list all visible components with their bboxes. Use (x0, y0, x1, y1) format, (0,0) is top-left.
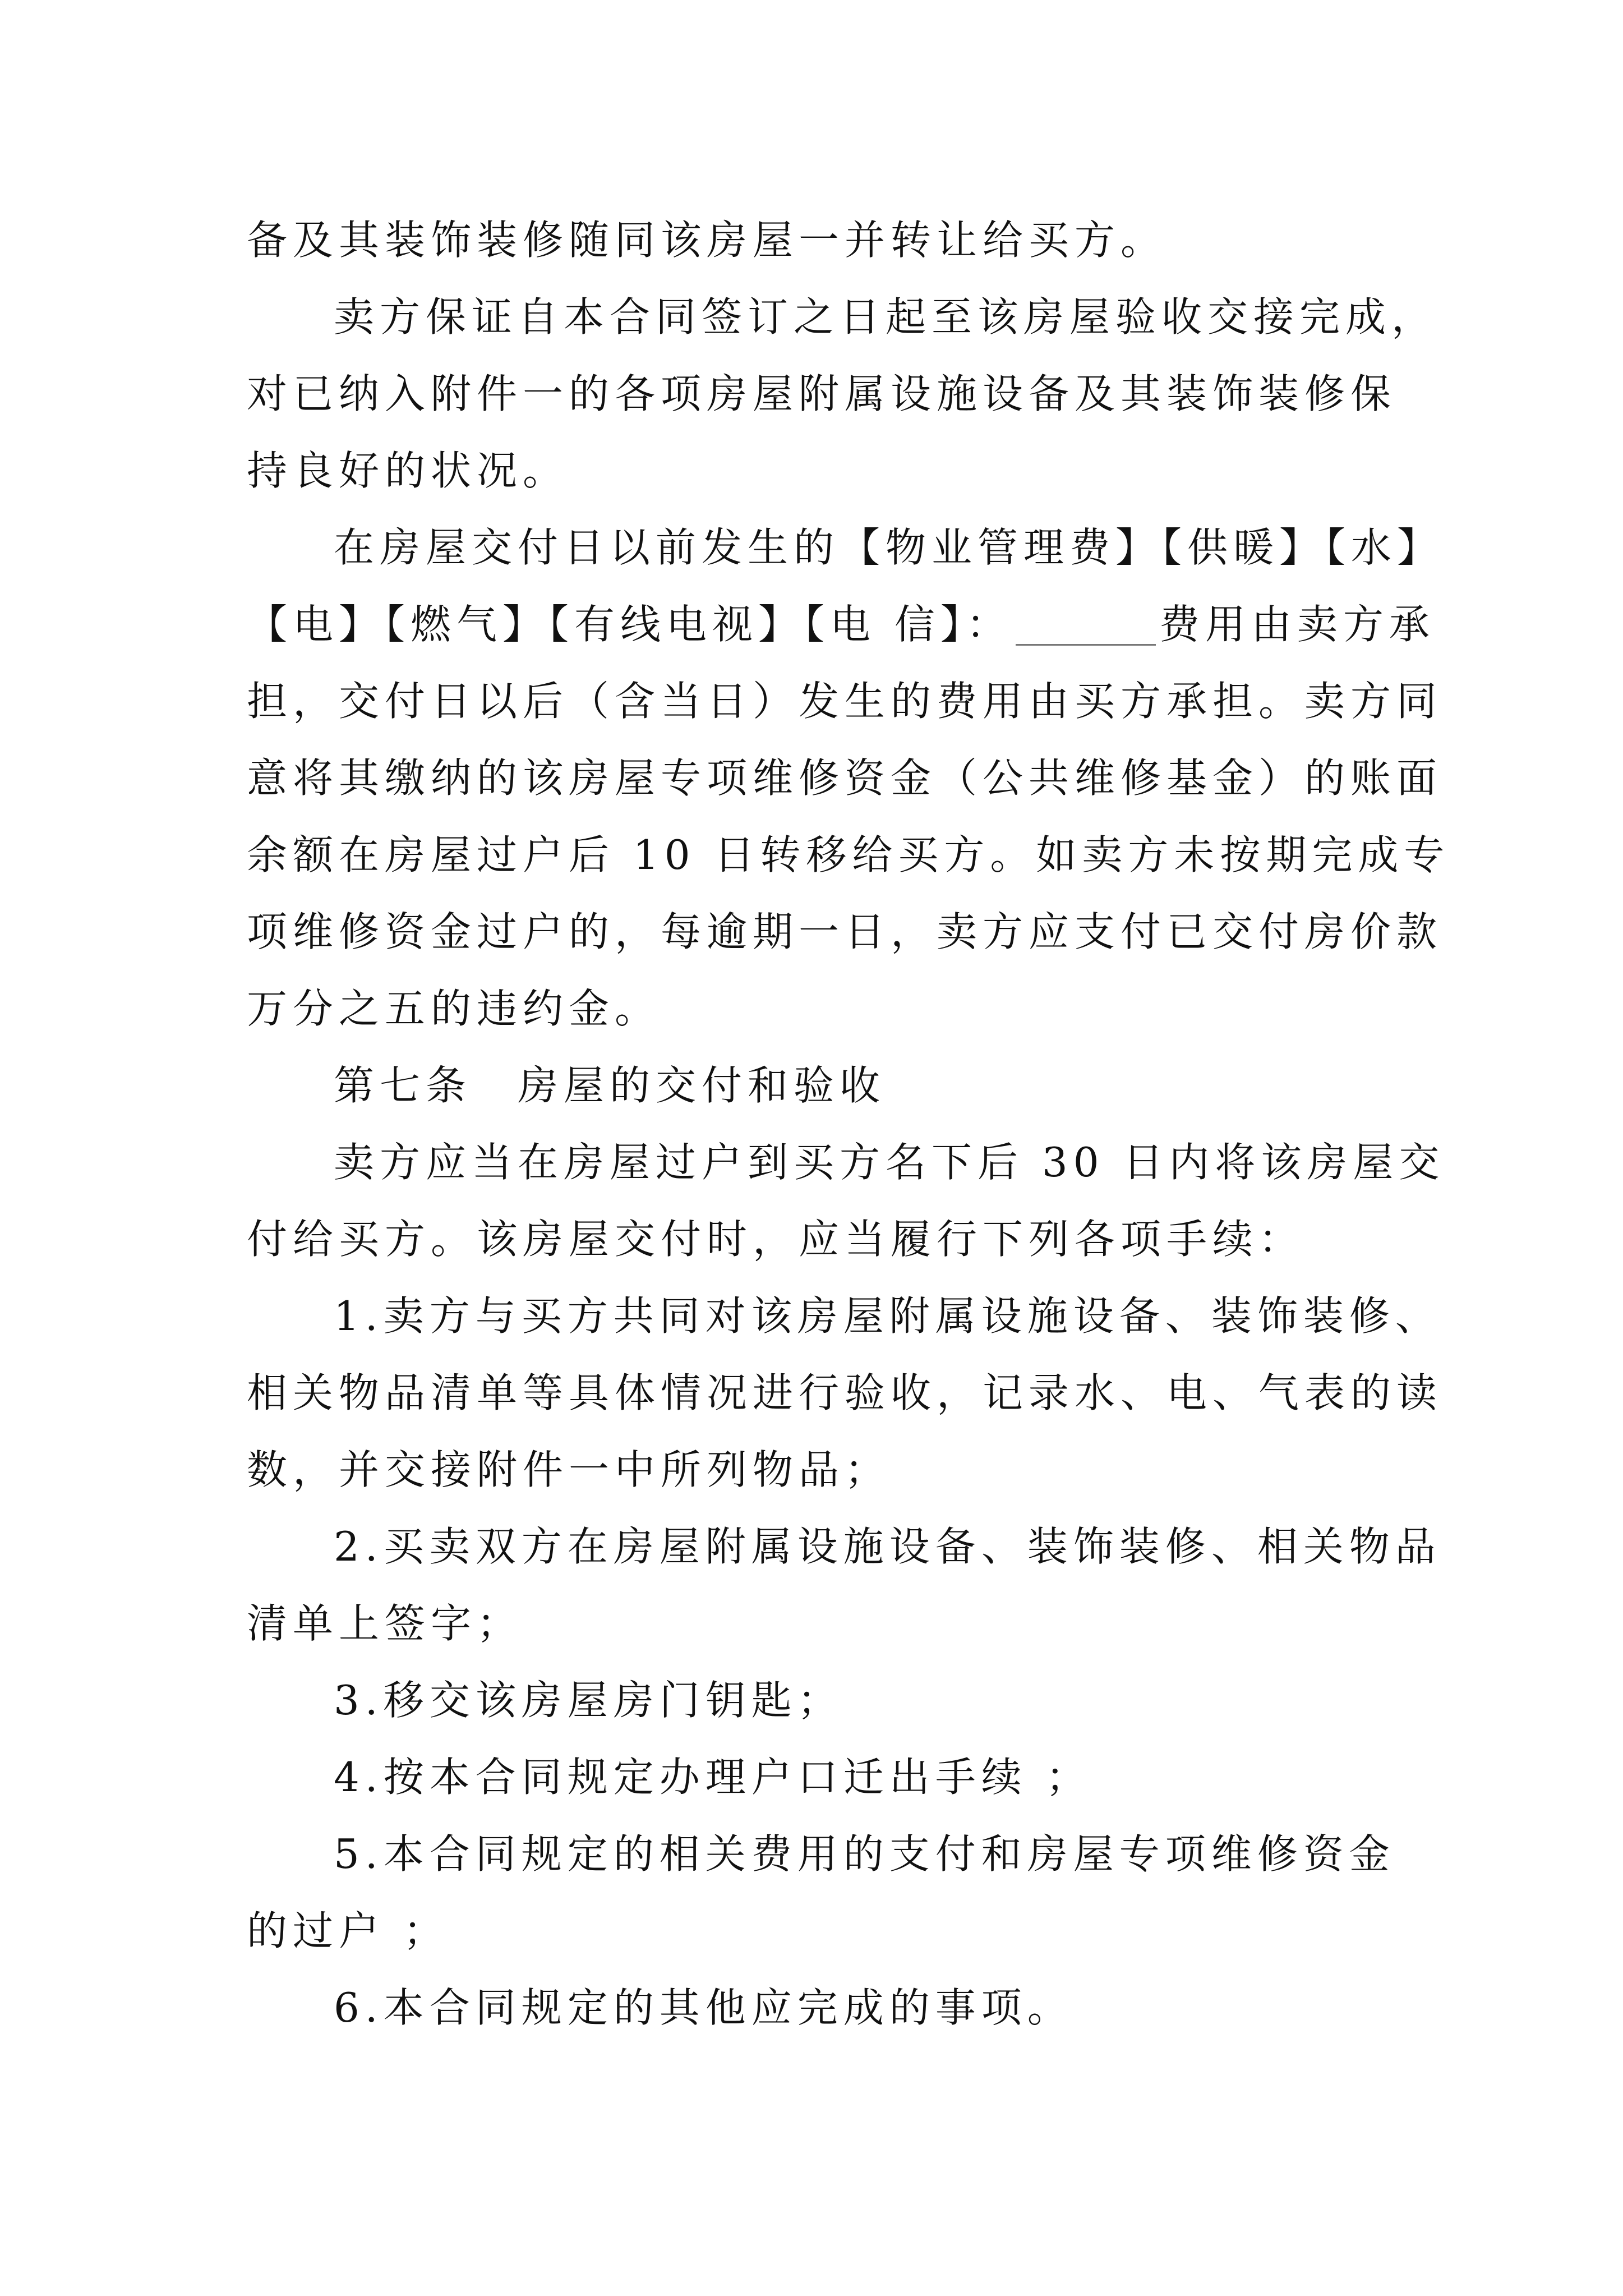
article-heading: 第七条 房屋的交付和验收 (334, 1062, 886, 1109)
text-line: 项维修资金过户的，每逾期一日，卖方应支付已交付房价款 (247, 908, 1443, 955)
text-line-with-blank (247, 586, 1435, 663)
text-line: 清单上签字； (247, 1600, 523, 1647)
text-line: 余额在房屋过户后 10 日转移给买方。如卖方未按期完成专 (247, 831, 1450, 878)
text-line: 对已纳入附件一的各项房屋附属设施设备及其装饰装修保 (247, 370, 1397, 417)
text-line: 持良好的状况。 (247, 447, 569, 494)
text-segment: 费用由卖方承 (1159, 601, 1435, 648)
text-segment: 【电】【燃气】【有线电视】【电 信】： (247, 601, 1012, 648)
text-line: 意将其缴纳的该房屋专项维修资金（公共维修基金）的账面 (247, 754, 1443, 802)
text-line: 担，交付日以后（含当日）发生的费用由买方承担。卖方同 (247, 678, 1443, 725)
text-line: 在房屋交付日以前发生的【物业管理费】【供暖】【水】 (334, 524, 1444, 571)
list-item: 5.本合同规定的相关费用的支付和房屋专项维修资金 (334, 1830, 1395, 1878)
contract-body (247, 202, 1450, 2046)
text-line: 付给买方。该房屋交付时，应当履行下列各项手续： (247, 1216, 1305, 1263)
fill-in-blank (1016, 610, 1156, 646)
text-line: 的过户 ； (247, 1907, 449, 1954)
text-line: 备及其装饰装修随同该房屋一并转让给买方。 (247, 217, 1167, 264)
list-item: 4.按本合同规定办理户口迁出手续 ； (334, 1754, 1092, 1801)
list-item: 6.本合同规定的其他应完成的事项。 (334, 1984, 1073, 2031)
text-line: 卖方保证自本合同签订之日起至该房屋验收交接完成， (334, 293, 1438, 341)
text-line: 数，并交接附件一中所列物品； (247, 1446, 891, 1493)
list-item: 1.卖方与买方共同对该房屋附属设施设备、装饰装修、 (334, 1292, 1441, 1340)
text-line: 相关物品清单等具体情况进行验收，记录水、电、气表的读 (247, 1369, 1443, 1416)
list-item: 3.移交该房屋房门钥匙； (334, 1677, 843, 1724)
list-item: 2.买卖双方在房屋附属设施设备、装饰装修、相关物品 (334, 1523, 1441, 1570)
text-line: 卖方应当在房屋过户到买方名下后 30 日内将该房屋交 (334, 1139, 1445, 1186)
text-line: 万分之五的违约金。 (247, 985, 661, 1032)
